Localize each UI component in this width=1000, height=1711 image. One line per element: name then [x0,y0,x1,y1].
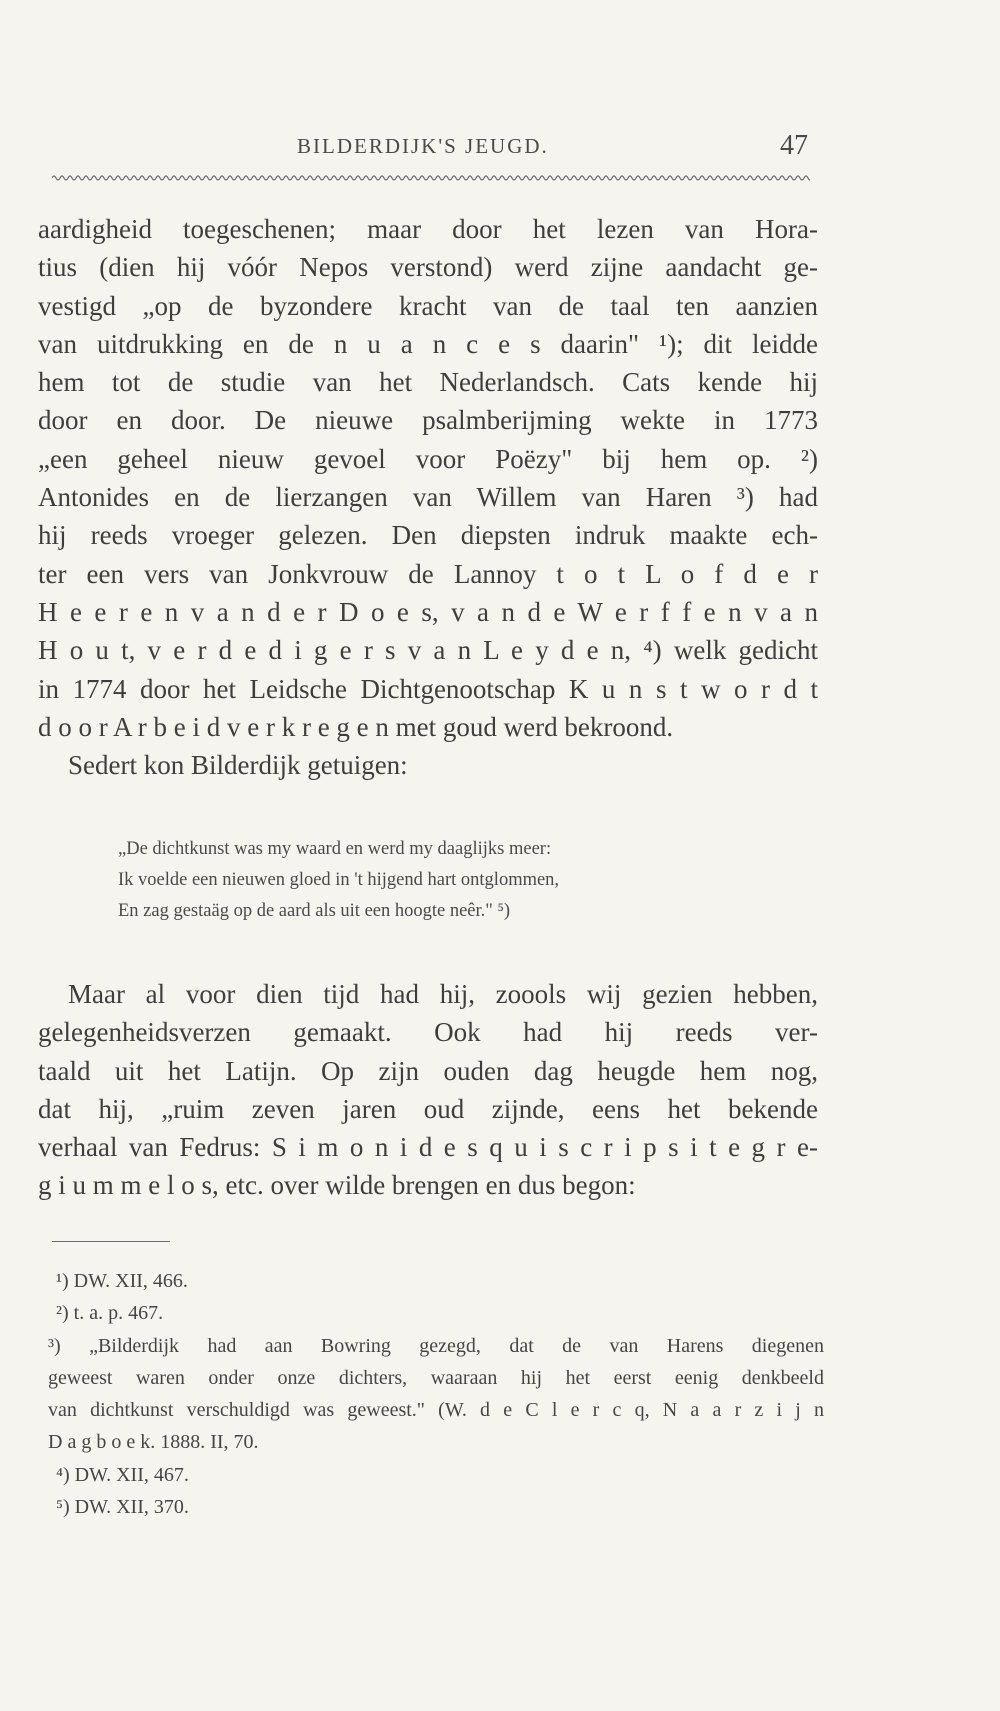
text-line: hij reeds vroeger gelezen. Den diepsten indruk maakte ech- [38,520,818,551]
verse-line: En zag gestaäg op de aard als uit een hoogte neêr." ⁵) [118,901,511,921]
text-line: Maar al voor dien tijd had hij, zoools wij gezien hebben, [68,979,818,1009]
footnote-continuation: van dichtkunst verschuldigd was geweest." (W. d e C l e r c q, N a a r z i j n [48,1399,824,1422]
footnote: ⁴) DW. XII, 467. [56,1463,189,1486]
text-line: door en door. De nieuwe psalmberijming wekte in 1773 [38,405,818,436]
text-line: Sedert kon Bilderdijk getuigen: [68,750,408,781]
text-line: taald uit het Latijn. Op zijn ouden dag heugde hem nog, [38,1055,818,1086]
text-line: van uitdrukking en de n u a n c e s daarin" ¹); dit leidde [38,328,818,359]
body-text [38,210,818,784]
text-line: tius (dien hij vóór Nepos verstond) werd zijne aandacht ge- [38,252,818,283]
text-line: gelegenheidsverzen gemaakt. Ook had hij reeds ver- [38,1017,818,1048]
footnote: ²) t. a. p. 467. [56,1302,164,1325]
footnote-separator [52,1241,170,1242]
running-head [0,0,1000,200]
text-line: H e e r e n v a n d e r D o e s, v a n d e W e r f f e n v a n [38,596,818,627]
wavy-rule-ornament [52,172,810,184]
footnote-continuation: geweest waren onder onze dichters, waaraan hij het eerst eenig denkbeeld [48,1366,824,1389]
verse-line: Ik voelde een nieuwen gloed in 't hijgend hart ontglommen, [118,870,560,890]
running-title: BILDERDIJK'S JEUGD. [297,134,549,158]
footnote-continuation: D a g b o e k. 1888. II, 70. [48,1431,259,1454]
body-text-continued [38,975,818,1205]
verse-quotation [118,834,758,927]
text-line: g i u m m e l o s, etc. over wilde brengen en dus begon: [38,1170,636,1201]
text-line: ter een vers van Jonkvrouw de Lannoy t o t L o f d e r [38,558,818,589]
text-line: in 1774 door het Leidsche Dichtgenootschap K u n s t w o r d t [38,673,818,704]
page-number: 47 [780,130,808,161]
text-line: verhaal van Fedrus: S i m o n i d e s q u i s c r i p s i t e g r e- [38,1132,818,1163]
text-line: aardigheid toegeschenen; maar door het lezen van Hora- [38,214,818,244]
text-line: d o o r A r b e i d v e r k r e g e n met goud werd bekroond. [38,711,674,742]
footnote: ⁵) DW. XII, 370. [56,1496,189,1519]
text-line: dat hij, „ruim zeven jaren oud zijnde, eens het bekende [38,1093,818,1124]
text-line: „een geheel nieuw gevoel voor Poëzy" bij hem op. ²) [38,443,818,474]
footnote: ³) „Bilderdijk had aan Bowring gezegd, dat de van Harens diegenen [48,1334,824,1357]
text-line: H o u t, v e r d e d i g e r s v a n L e y d e n, ⁴) welk gedicht [38,635,818,666]
text-line: hem tot de studie van het Nederlandsch. Cats kende hij [38,367,818,398]
footnote: ¹) DW. XII, 466. [56,1270,188,1292]
text-line: vestigd „op de byzondere kracht van de taal ten aanzien [38,290,818,321]
footnotes [48,1265,824,1523]
text-line: Antonides en de lierzangen van Willem van Haren ³) had [38,482,818,513]
verse-line: „De dichtkunst was my waard en werd my daaglijks meer: [118,839,552,859]
